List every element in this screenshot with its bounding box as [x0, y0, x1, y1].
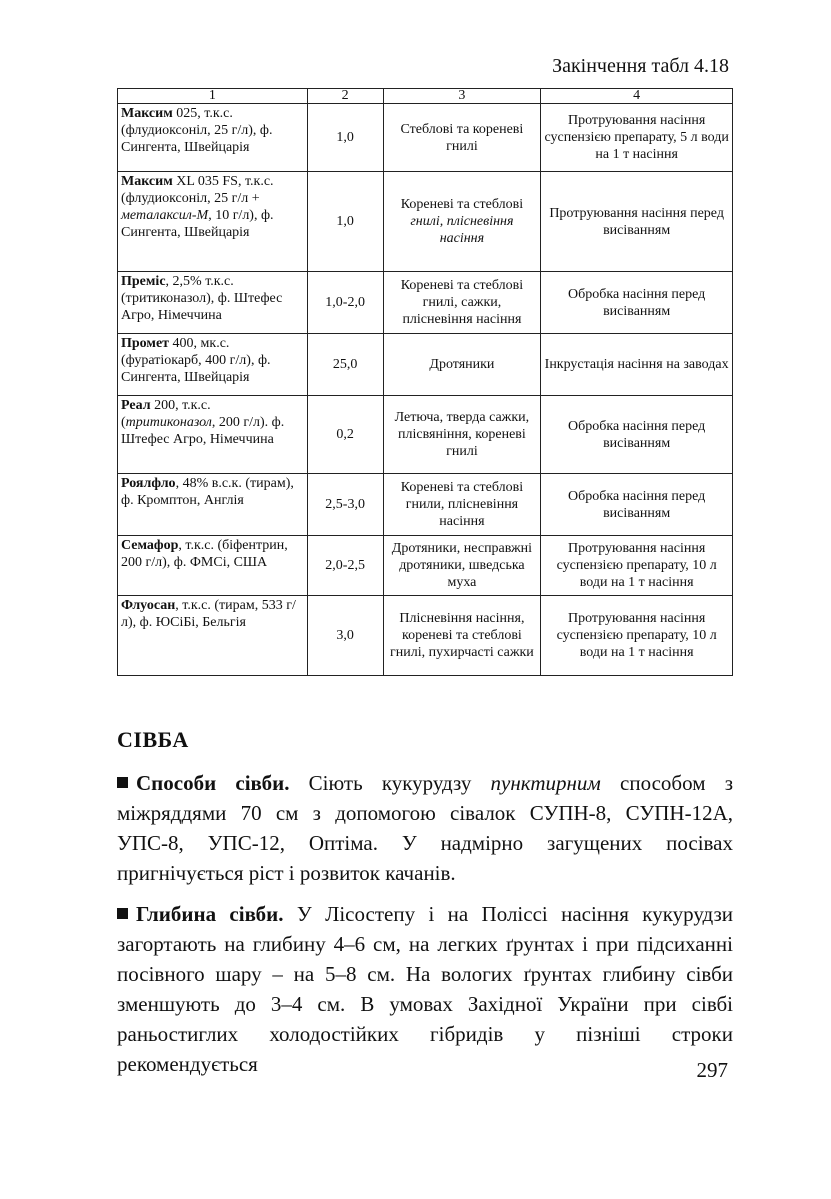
- header-col-4: 4: [541, 89, 733, 104]
- preparation-details-end: , 200 г/л). ф. Штефес Агро, Німеччина: [121, 415, 285, 447]
- rate-cell: 2,5-3,0: [307, 474, 383, 536]
- preparations-table: [117, 88, 733, 676]
- preparation-cell: [118, 272, 308, 334]
- paragraph-text-end: способом з міжряддями 70 см з допомогою сівалок СУПН-8, СУПН-12А, УПС-8, УПС-12, Оптіма. У надмірно загущених посівах пригнічується ріст і розвиток качанів.: [117, 771, 733, 885]
- method-cell: Обробка насіння перед висіванням: [541, 396, 733, 474]
- preparation-cell: [118, 334, 308, 396]
- paragraph-sowing-depth: [117, 899, 733, 1079]
- table-row: [118, 536, 733, 596]
- preparation-details-italic: тритиконазол: [125, 415, 212, 430]
- preparation-details: 400, мк.с. (фуратіокарб, 400 г/л), ф. Сингента, Швейцарія: [121, 336, 271, 385]
- preparation-name: Промет: [121, 336, 170, 351]
- table-row: [118, 334, 733, 396]
- table-row: [118, 272, 733, 334]
- square-bullet-icon: [117, 777, 128, 788]
- target-cell: Кореневі та стеблові гнилі, сажки, плісневіння насіння: [383, 272, 541, 334]
- method-cell: Обробка насіння перед висіванням: [541, 272, 733, 334]
- rate-cell: 1,0: [307, 104, 383, 172]
- method-cell: Інкрустація насіння на заводах: [541, 334, 733, 396]
- table-row: [118, 596, 733, 676]
- page-number: 297: [696, 1058, 728, 1082]
- paragraph-lead: Глибина сівби.: [136, 902, 284, 926]
- table-caption: Закінчення табл 4.18: [552, 55, 729, 77]
- preparation-name: Роялфло: [121, 476, 176, 491]
- target-text-italic: гнилі, плісневіння насіння: [410, 214, 514, 246]
- preparation-cell: [118, 104, 308, 172]
- target-text: Кореневі та стеблові: [400, 197, 524, 212]
- header-col-3: 3: [383, 89, 541, 104]
- preparation-cell: [118, 396, 308, 474]
- table-row: [118, 474, 733, 536]
- preparation-details-end: , 10 г/л), ф. Сингента, Швейцарія: [121, 208, 274, 240]
- target-cell: Летюча, тверда сажки, плісвяніння, кореневі гнилі: [383, 396, 541, 474]
- preparation-details: XL 035 FS, т.к.с. (флудиоксоніл, 25 г/л +: [121, 174, 274, 206]
- table-row: [118, 172, 733, 272]
- square-bullet-icon: [117, 908, 128, 919]
- preparation-cell: [118, 536, 308, 596]
- preparation-cell: [118, 172, 308, 272]
- rate-cell: 1,0: [307, 172, 383, 272]
- preparation-cell: [118, 474, 308, 536]
- method-cell: Протруювання насіння суспензією препарату, 10 л води на 1 т насіння: [541, 596, 733, 676]
- preparation-details-italic: металаксил-М: [121, 208, 209, 223]
- paragraph-text: У Лісостепу і на Поліссі насіння кукурудзи загортають на глибину 4–6 см, на легких ґрунтах і при підсиханні посівного шару – на 5–8 см. На вологих ґрунтах глибину сівби зменшують до 3–4 см. В умовах Західної України при сівбі раньостиглих холодостійких гібридів у пізніші строки рекомендується: [117, 902, 733, 1076]
- preparation-details: , т.к.с. (тирам, 533 г/л), ф. ЮСіБі, Бельгія: [121, 598, 296, 630]
- preparation-name: Флуосан: [121, 598, 176, 613]
- target-cell: Плісневіння насіння, кореневі та стеблові гнилі, пухирчасті сажки: [383, 596, 541, 676]
- table-row: [118, 396, 733, 474]
- target-cell: Дротяники: [383, 334, 541, 396]
- rate-cell: 0,2: [307, 396, 383, 474]
- table-header-row: [118, 89, 733, 104]
- rate-cell: 1,0-2,0: [307, 272, 383, 334]
- method-cell: Обробка насіння перед висіванням: [541, 474, 733, 536]
- method-cell: Протруювання насіння перед висіванням: [541, 172, 733, 272]
- preparation-name: Семафор: [121, 538, 179, 553]
- rate-cell: 2,0-2,5: [307, 536, 383, 596]
- preparation-details: 025, т.к.с. (флудиоксоніл, 25 г/л), ф. Сингента, Швейцарія: [121, 106, 273, 155]
- preparation-name: Максим: [121, 106, 173, 121]
- target-cell: Дротяники, несправжні дротяники, шведська муха: [383, 536, 541, 596]
- target-cell: [383, 172, 541, 272]
- header-col-1: 1: [118, 89, 308, 104]
- rate-cell: 3,0: [307, 596, 383, 676]
- paragraph-sowing-methods: [117, 768, 733, 888]
- preparation-details: 200, т.к.с. (: [121, 398, 211, 430]
- method-cell: Протруювання насіння суспензією препарату, 5 л води на 1 т насіння: [541, 104, 733, 172]
- section-heading: СІВБА: [117, 727, 189, 752]
- paragraph-emphasis: пунктирним: [490, 771, 601, 795]
- rate-cell: 25,0: [307, 334, 383, 396]
- preparation-name: Максим: [121, 174, 173, 189]
- table-row: [118, 104, 733, 172]
- target-cell: Стеблові та кореневі гнилі: [383, 104, 541, 172]
- preparation-details: , 48% в.с.к. (тирам), ф. Кромптон, Англія: [121, 476, 294, 508]
- preparation-details: , т.к.с. (біфентрин, 200 г/л), ф. ФМСі, США: [121, 538, 288, 570]
- preparation-cell: [118, 596, 308, 676]
- paragraph-lead: Способи сівби.: [136, 771, 290, 795]
- header-col-2: 2: [307, 89, 383, 104]
- preparation-details: , 2,5% т.к.с. (тритиконазол), ф. Штефес Агро, Німеччина: [121, 274, 283, 323]
- target-cell: Кореневі та стеблові гнили, плісневіння насіння: [383, 474, 541, 536]
- method-cell: Протруювання насіння суспензією препарату, 10 л води на 1 т насіння: [541, 536, 733, 596]
- preparation-name: Реал: [121, 398, 151, 413]
- paragraph-text: Сіють кукурудзу: [289, 771, 491, 795]
- preparation-name: Преміс: [121, 274, 166, 289]
